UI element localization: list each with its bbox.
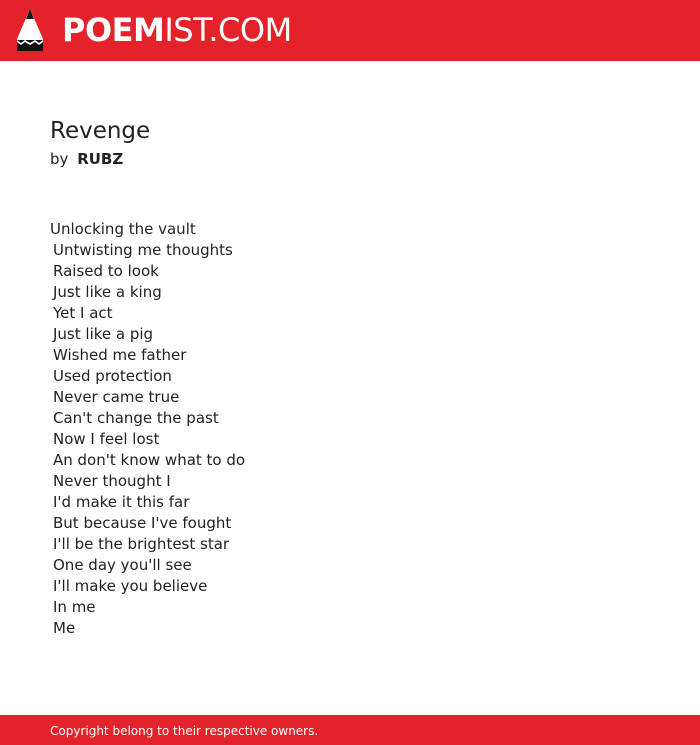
by-label: by <box>50 150 69 168</box>
poem-line: I'd make it this far <box>53 493 190 511</box>
poem-line: Now I feel lost <box>53 430 160 448</box>
poem-line: Wished me father <box>53 346 187 364</box>
poem-line: Untwisting me thoughts <box>53 241 233 259</box>
pencil-tip-icon[interactable] <box>17 9 43 51</box>
poem-line: An don't know what to do <box>53 451 246 469</box>
poem-line: Can't change the past <box>53 409 219 427</box>
poem-title: Revenge <box>50 118 151 144</box>
poem-line: Me <box>53 619 76 637</box>
poem-line: I'll be the brightest star <box>53 535 230 553</box>
copyright-text: Copyright belong to their respective owners. <box>50 724 319 738</box>
poem-line: Never thought I <box>53 472 171 490</box>
logo-text-bold: POEM <box>62 11 165 49</box>
poem-line: In me <box>53 598 96 616</box>
poem-body <box>50 219 245 639</box>
poem-line: Raised to look <box>53 262 159 280</box>
poem-line: Used protection <box>53 367 172 385</box>
poem-line: Yet I act <box>53 304 113 322</box>
poem-line: I'll make you believe <box>53 577 208 595</box>
poem-line: Just like a pig <box>53 325 154 343</box>
site-footer <box>0 715 700 745</box>
poem-line: Just like a king <box>53 283 162 301</box>
poem-line: But because I've fought <box>53 514 232 532</box>
site-header <box>0 0 700 61</box>
poem-line: One day you'll see <box>53 556 192 574</box>
site-logo[interactable] <box>62 10 292 50</box>
logo-text-light: IST.COM <box>164 11 292 49</box>
author-link[interactable]: RUBZ <box>77 150 124 168</box>
poem-line: Never came true <box>53 388 180 406</box>
poem-line: Unlocking the vault <box>50 220 196 238</box>
poem-byline <box>50 149 123 169</box>
